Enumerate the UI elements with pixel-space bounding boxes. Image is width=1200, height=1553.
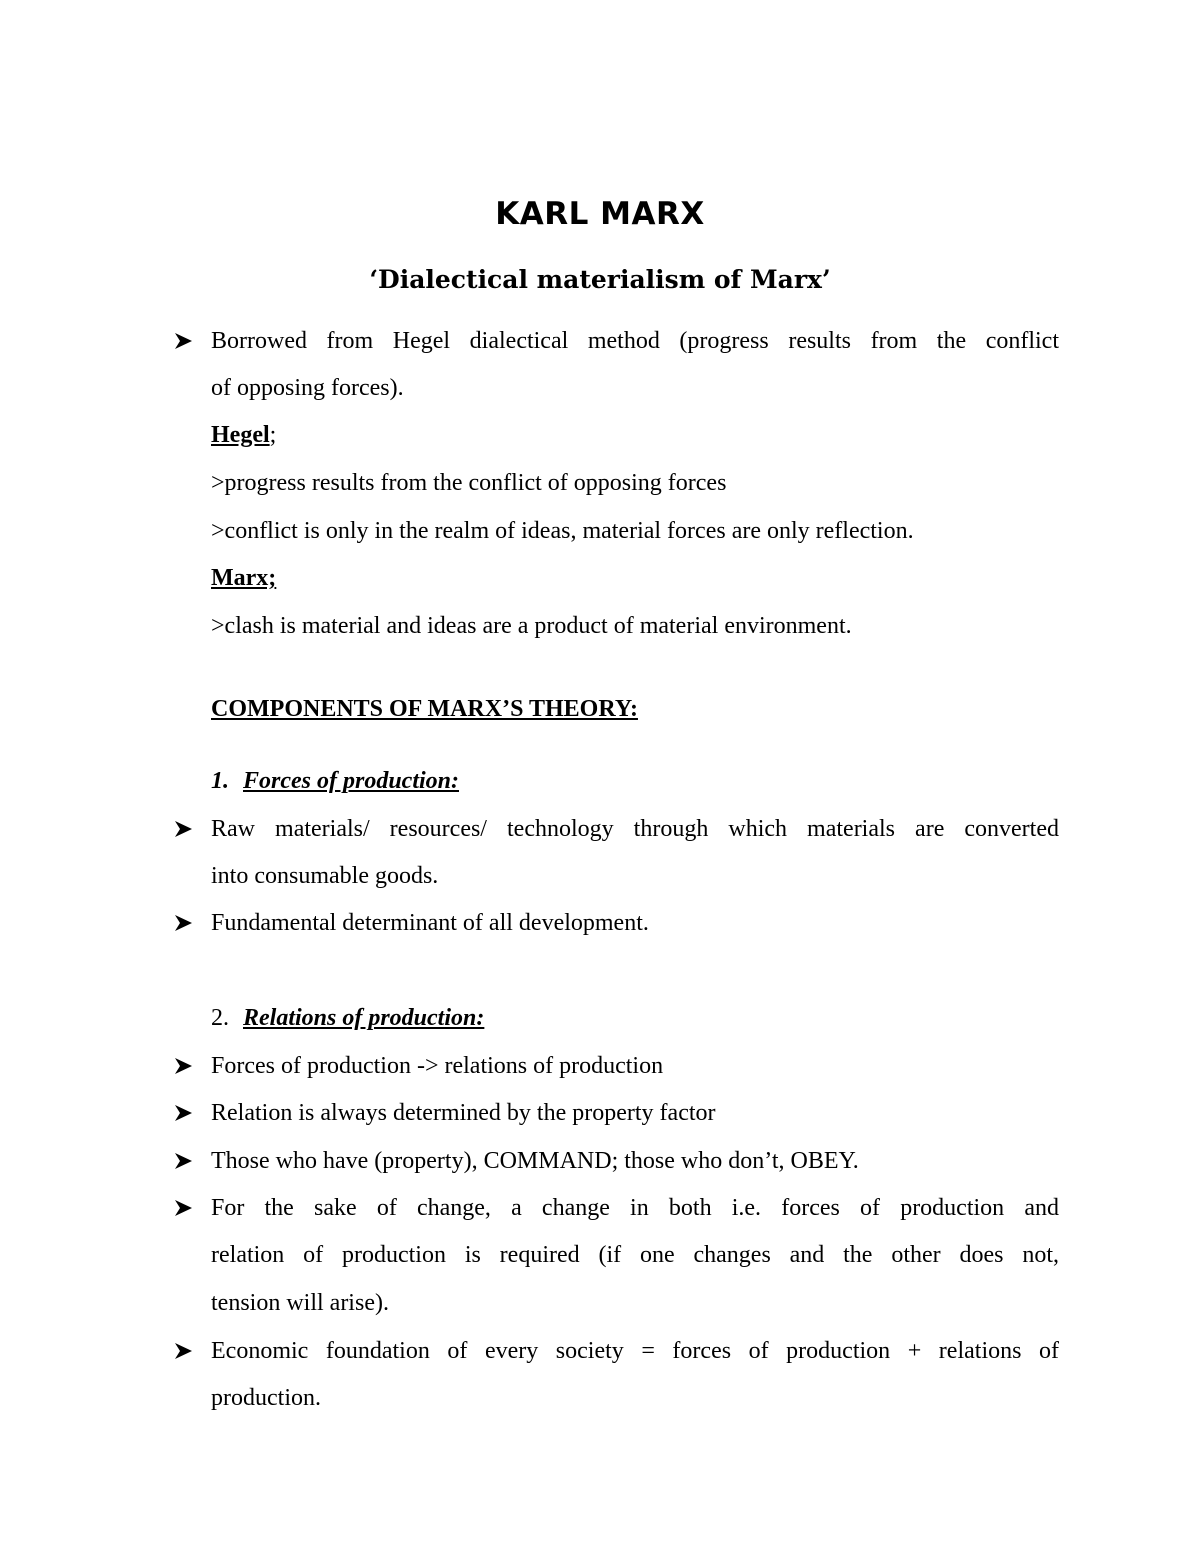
- list-item: Fundamental determinant of all development.: [211, 910, 649, 936]
- list-item-continuation: relation of production is required (if one changes and the other does not,: [211, 1242, 1059, 1268]
- document-subtitle: ‘Dialectical materialism of Marx’: [369, 265, 831, 294]
- section-heading: [211, 1003, 484, 1033]
- hegel-point: >progress results from the conflict of opposing forces: [211, 470, 727, 496]
- arrowhead-bullet-icon: [172, 814, 196, 844]
- arrowhead-bullet-icon: [172, 1098, 196, 1128]
- section-number: 2.: [211, 1005, 229, 1031]
- list-item: Forces of production -> relations of production: [211, 1053, 664, 1079]
- hegel-label-suffix: ;: [269, 422, 277, 448]
- arrowhead-bullet-icon: [172, 1193, 196, 1223]
- arrowhead-bullet-icon: [172, 1336, 196, 1366]
- section-heading: [211, 766, 459, 796]
- list-item-continuation: into consumable goods.: [211, 863, 439, 889]
- list-item: Relation is always determined by the property factor: [211, 1100, 716, 1126]
- section-number: 1.: [211, 768, 229, 794]
- section-title: Relations of production:: [243, 1005, 485, 1031]
- section-title: Forces of production:: [243, 768, 459, 794]
- list-item: Raw materials/ resources/ technology through which materials are converted: [211, 816, 1059, 842]
- marx-label: Marx;: [211, 565, 277, 591]
- hegel-point: >conflict is only in the realm of ideas, material forces are only reflection.: [211, 518, 914, 544]
- list-item-continuation: production.: [211, 1385, 321, 1411]
- components-heading: COMPONENTS OF MARX’S THEORY:: [211, 696, 638, 722]
- intro-bullet-line: Borrowed from Hegel dialectical method (progress results from the conflict: [211, 328, 1059, 354]
- list-item: Economic foundation of every society = forces of production + relations of: [211, 1338, 1059, 1364]
- marx-point: >clash is material and ideas are a product of material environment.: [211, 613, 852, 639]
- hegel-label: Hegel: [211, 422, 270, 448]
- list-item-continuation: tension will arise).: [211, 1290, 389, 1316]
- list-item: Those who have (property), COMMAND; those who don’t, OBEY.: [211, 1148, 859, 1174]
- arrowhead-bullet-icon: [172, 1146, 196, 1176]
- hegel-label-row: [211, 420, 276, 450]
- arrowhead-bullet-icon: [172, 326, 196, 356]
- arrowhead-bullet-icon: [172, 1051, 196, 1081]
- arrowhead-bullet-icon: [172, 908, 196, 938]
- document-title: KARL MARX: [495, 196, 705, 232]
- list-item: For the sake of change, a change in both i.e. forces of production and: [211, 1195, 1059, 1221]
- intro-bullet-continuation: of opposing forces).: [211, 375, 404, 401]
